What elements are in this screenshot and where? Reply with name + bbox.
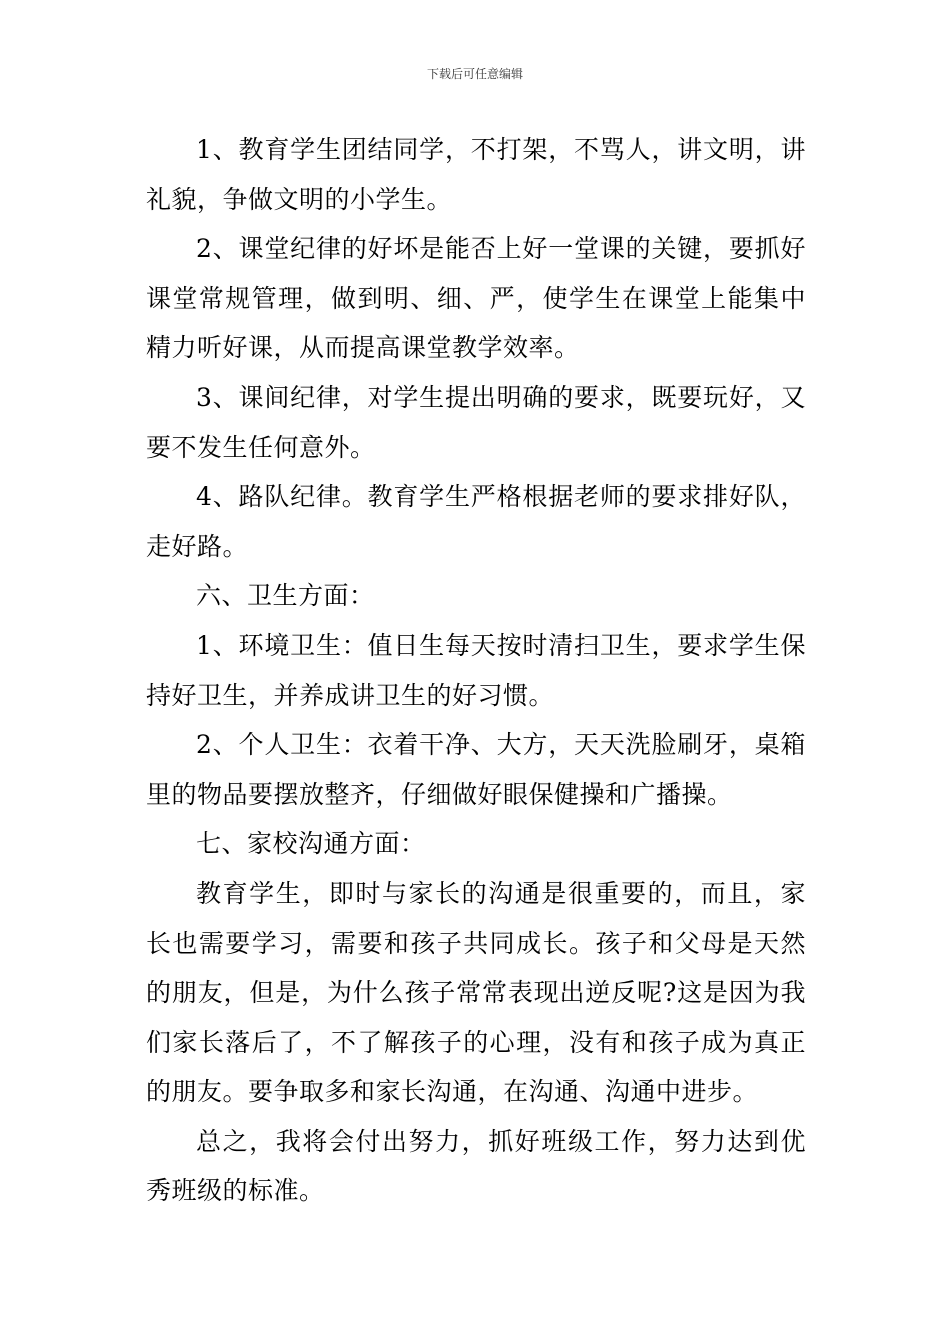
paragraph-hygiene-1: 1、环境卫生：值日生每天按时清扫卫生，要求学生保持好卫生，并养成讲卫生的好习惯。 bbox=[146, 630, 806, 710]
section-heading-hygiene: 六、卫生方面： bbox=[196, 581, 375, 611]
section-heading-home-school: 七、家校沟通方面： bbox=[196, 829, 426, 859]
page-header-note: 下载后可任意编辑 bbox=[426, 67, 523, 81]
document-body bbox=[146, 125, 806, 1216]
paragraph-discipline-2: 2、课堂纪律的好坏是能否上好一堂课的关键，要抓好课堂常规管理，做到明、细、严，使学生在课堂上能集中精力听好课，从而提高课堂教学效率。 bbox=[146, 234, 806, 363]
paragraph-discipline-1: 1、教育学生团结同学，不打架，不骂人，讲文明，讲礼貌，争做文明的小学生。 bbox=[146, 135, 806, 214]
paragraph-conclusion: 总之，我将会付出努力，抓好班级工作，努力达到优秀班级的标准。 bbox=[146, 1126, 806, 1206]
paragraph-discipline-4: 4、路队纪律。教育学生严格根据老师的要求排好队，走好路。 bbox=[146, 482, 806, 561]
paragraph-home-school: 教育学生，即时与家长的沟通是很重要的，而且，家长也需要学习，需要和孩子共同成长。孩子和父母是天然的朋友，但是，为什么孩子常常表现出逆反呢?这是因为我们家长落后了，不了解孩子的心理，没有和孩子成为真正的朋友。要争取多和家长沟通，在沟通、沟通中进步。 bbox=[146, 878, 806, 1107]
paragraph-hygiene-2: 2、个人卫生：衣着干净、大方，天天洗脸刷牙，桌箱里的物品要摆放整齐，仔细做好眼保健操和广播操。 bbox=[146, 730, 806, 809]
paragraph-discipline-3: 3、课间纪律，对学生提出明确的要求，既要玩好，又要不发生任何意外。 bbox=[146, 382, 806, 462]
